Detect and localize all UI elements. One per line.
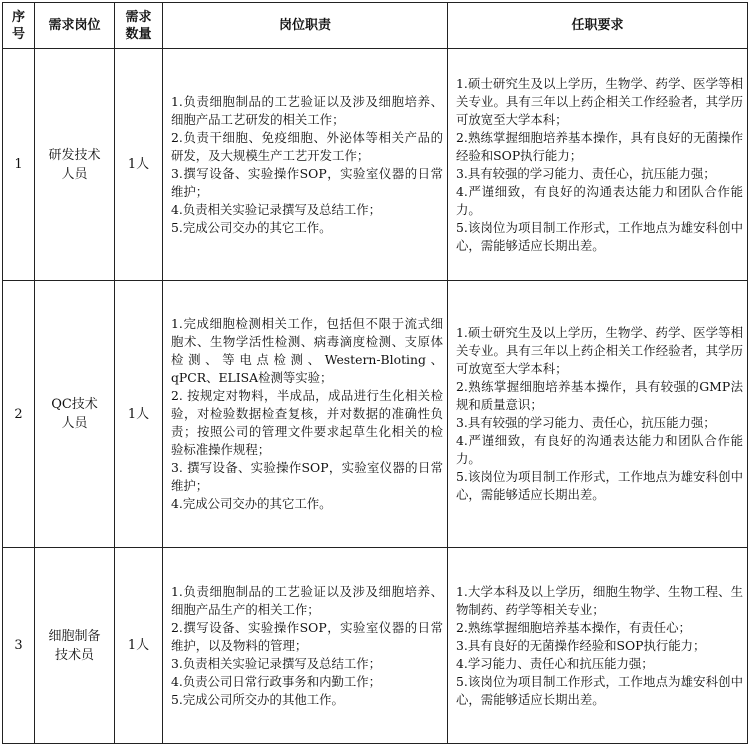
- row-position: 细胞制备 技术员: [35, 548, 115, 744]
- list-item: 4.完成公司交办的其它工作。: [171, 496, 332, 511]
- list-item: 4.严谨细致，有良好的沟通表达能力和团队合作能力。: [456, 183, 743, 217]
- list-item: 2. 按规定对物料，半成品，成品进行生化相关检验，对检验数据检查复核，并对数据的准确性负责；按照公司的管理文件要求起草生化相关的检验标准操作规程；: [171, 388, 443, 457]
- row-duties: [163, 548, 448, 744]
- row-serial-number: 3: [3, 548, 35, 744]
- list-item: 2.熟练掌握细胞培养基本操作，具有良好的无菌操作经验和SOP执行能力；: [456, 129, 743, 163]
- header-serial-number: 序 号: [3, 3, 35, 49]
- list-item: 3.具有较强的学习能力、责任心，抗压能力强；: [456, 165, 716, 181]
- list-item: 4.负责相关实验记录撰写及总结工作；: [171, 201, 382, 217]
- table-row: [3, 281, 748, 548]
- list-item: 1.负责细胞制品的工艺验证以及涉及细胞培养、细胞产品工艺研发的相关工作；: [171, 93, 443, 127]
- list-item: 1.完成细胞检测相关工作，包括但不限于流式细胞术、生物学活性检测、病毒滴度检测、支原体检测、等电点检测、Western-Bloting、qPCR、ELISA检测等实验；: [171, 316, 443, 385]
- list-item: 2.熟练掌握细胞培养基本操作，具有较强的GMP法规和质量意识；: [456, 379, 743, 412]
- list-item: 5.完成公司交办的其它工作。: [171, 219, 332, 235]
- row-requirements: [448, 49, 748, 281]
- header-count: 需求 数量: [115, 3, 163, 49]
- row-duties: [163, 281, 448, 548]
- table-row: [3, 49, 748, 281]
- row-count: 1人: [115, 49, 163, 281]
- row-duties: [163, 49, 448, 281]
- list-item: 1.负责细胞制品的工艺验证以及涉及细胞培养、细胞产品生产的相关工作；: [171, 583, 443, 617]
- list-item: 5.该岗位为项目制工作形式，工作地点为雄安科创中心，需能够适应长期出差。: [456, 219, 743, 253]
- list-item: 1.大学本科及以上学历，细胞生物学、生物工程、生物制药、药学等相关专业；: [456, 583, 743, 617]
- list-item: 5.完成公司所交办的其他工作。: [171, 691, 344, 707]
- list-item: 1.硕士研究生及以上学历，生物学、药学、医学等相关专业。具有三年以上药企相关工作经验者，其学历可放宽至大学本科；: [456, 75, 743, 127]
- list-item: 2.负责干细胞、免疫细胞、外泌体等相关产品的研发，及大规模生产工艺开发工作；: [171, 129, 443, 163]
- list-item: 2.撰写设备、实验操作SOP，实验室仪器的日常维护，以及物料的管理；: [171, 619, 443, 653]
- job-requirements-table: [2, 2, 748, 744]
- list-item: 3.具有较强的学习能力、责任心，抗压能力强；: [456, 415, 716, 430]
- row-requirements: [448, 281, 748, 548]
- row-position: QC技术 人员: [35, 281, 115, 548]
- header-requirements: 任职要求: [448, 3, 748, 49]
- table-row: [3, 548, 748, 744]
- list-item: 5.该岗位为项目制工作形式，工作地点为雄安科创中心，需能够适应长期出差。: [456, 673, 743, 707]
- header-position: 需求岗位: [35, 3, 115, 49]
- header-duties: 岗位职责: [163, 3, 448, 49]
- list-item: 1.硕士研究生及以上学历，生物学、药学、医学等相关专业。具有三年以上药企相关工作经验者，其学历可放宽至大学本科；: [456, 325, 743, 376]
- list-item: 3.负责相关实验记录撰写及总结工作；: [171, 655, 382, 671]
- table-header-row: [3, 3, 748, 49]
- list-item: 3.具有良好的无菌操作经验和SOP执行能力；: [456, 637, 706, 653]
- row-position: 研发技术 人员: [35, 49, 115, 281]
- row-count: 1人: [115, 281, 163, 548]
- list-item: 4.学习能力、责任心和抗压能力强；: [456, 655, 654, 671]
- row-count: 1人: [115, 548, 163, 744]
- list-item: 2.熟练掌握细胞培养基本操作，有责任心；: [456, 619, 691, 635]
- row-requirements: [448, 548, 748, 744]
- list-item: 4.负责公司日常行政事务和内勤工作；: [171, 673, 382, 689]
- list-item: 3.撰写设备、实验操作SOP，实验室仪器的日常维护；: [171, 165, 443, 199]
- list-item: 5.该岗位为项目制工作形式，工作地点为雄安科创中心，需能够适应长期出差。: [456, 469, 743, 502]
- list-item: 4.严谨细致，有良好的沟通表达能力和团队合作能力。: [456, 433, 743, 466]
- row-serial-number: 1: [3, 49, 35, 281]
- row-serial-number: 2: [3, 281, 35, 548]
- job-table-container: [2, 2, 748, 744]
- list-item: 3. 撰写设备、实验操作SOP，实验室仪器的日常维护；: [171, 460, 443, 493]
